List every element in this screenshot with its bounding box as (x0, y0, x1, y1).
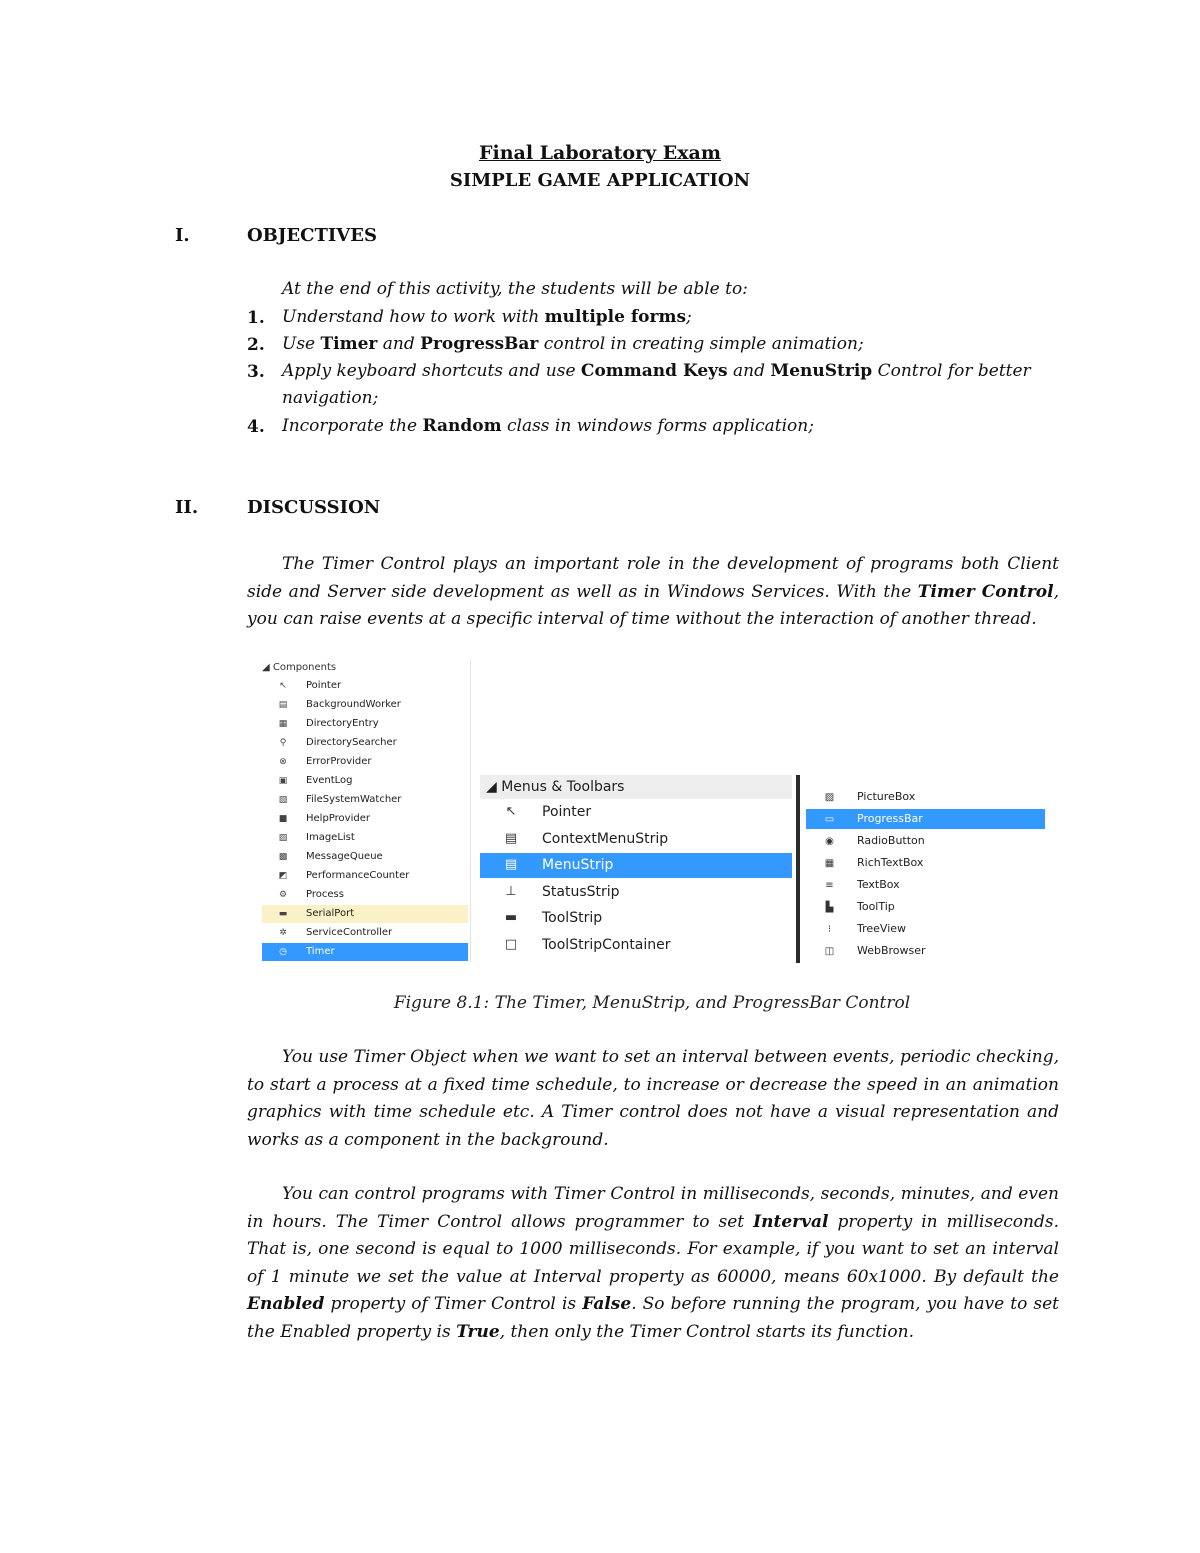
textbox-icon: ≡ (825, 880, 834, 891)
toolbox-item[interactable]: ⁝ TreeView (806, 919, 1045, 939)
image-list-icon: ▨ (278, 833, 288, 843)
tooltip-icon: ▙ (825, 902, 834, 913)
progressbar-icon: ▭ (824, 814, 835, 825)
webbrowser-icon: ◫ (824, 946, 835, 957)
menus-toolbox-panel (480, 775, 800, 963)
document-title: Final Laboratory Exam (479, 142, 721, 164)
objective-number: 2. (247, 335, 265, 355)
toolbox-item[interactable]: ◫ WebBrowser (824, 944, 926, 957)
discussion-paragraph-2: You use Timer Object when we want to set an interval between events, periodic checking, to start a process at a fixed time schedule, to increase or decrease the speed in an animation graphics with time schedule etc. A Timer control does not have a visual representation and works as a component in the background. (247, 1047, 1059, 1150)
toolbox-item[interactable]: ≡ TextBox (825, 878, 900, 891)
message-queue-icon: ▩ (278, 852, 288, 862)
discussion-paragraph-3: You can control programs with Timer Control in milliseconds, seconds, minutes, and even in hours. The Timer Control allows programmer to set Interval property in milliseconds. That is, one second is equal to 1000 milliseconds. For example, if you want to set an interval of 1 minute we set the value at Interval property as 60000, means 60x1000. By default the Enabled property of Timer Control is False. So before running the program, you have to set the Enabled property is True, then only the Timer Control starts its function. (247, 1184, 1060, 1342)
performance-icon: ◩ (278, 871, 288, 881)
toolbox-item[interactable]: ▦ RichTextBox (824, 856, 924, 869)
toolbox-item[interactable]: ▬ ToolStrip (504, 910, 603, 926)
toolbox-item[interactable]: ▧ FileSystemWatcher (278, 794, 402, 805)
toolbox-item[interactable]: ⚙ Process (278, 889, 344, 900)
toolbox-item[interactable]: ▨ PictureBox (824, 790, 916, 803)
pointer-icon: ↖ (505, 804, 517, 819)
toolbox-item[interactable]: ↖ Pointer (279, 680, 342, 691)
search-icon: ⚲ (279, 738, 287, 748)
toolbox-item-hovered[interactable]: ▬ SerialPort (262, 905, 468, 923)
objective-number: 1. (247, 308, 265, 328)
toolbox-item[interactable]: ▦ DirectoryEntry (278, 718, 379, 729)
service-icon: ✲ (279, 928, 287, 938)
error-icon: ⊗ (279, 757, 287, 767)
common-controls-panel (806, 785, 1046, 963)
figure-caption: Figure 8.1: The Timer, MenuStrip, and ProgressBar Control (393, 993, 911, 1013)
treeview-icon: ⁝ (827, 924, 832, 935)
toolbox-item-selected[interactable]: ◷ Timer (262, 943, 468, 961)
section-heading-discussion: DISCUSSION (247, 497, 381, 518)
objective-item: Apply keyboard shortcuts and use Command Keys and MenuStrip Control for better navigation; (282, 361, 1031, 408)
toolbox-item-selected[interactable]: ▭ ProgressBar (806, 809, 1045, 829)
filewatcher-icon: ▧ (278, 795, 288, 805)
objectives-intro: At the end of this activity, the students will be able to: (282, 279, 748, 299)
toolbox-item-selected[interactable]: ▤ MenuStrip (480, 853, 792, 878)
statusstrip-icon: ⊥ (505, 884, 517, 899)
toolbox-item[interactable]: ↖ Pointer (505, 804, 592, 820)
picture-icon: ▨ (824, 792, 835, 803)
menustrip-icon: ▤ (504, 857, 518, 872)
objective-item: Understand how to work with multiple forms; (282, 307, 692, 327)
context-menu-icon: ▤ (504, 831, 518, 846)
objective-number: 4. (247, 417, 265, 437)
objective-item: Incorporate the Random class in windows forms application; (282, 416, 814, 436)
toolbox-item[interactable]: ◩ PerformanceCounter (278, 870, 410, 881)
toolstrip-container-icon: □ (504, 937, 518, 952)
toolbox-item[interactable]: ▣ EventLog (278, 775, 353, 786)
section-number-discussion: II. (175, 497, 199, 518)
toolbox-item[interactable]: ⊥ StatusStrip (505, 884, 620, 900)
menus-group-header[interactable]: ◢ Menus & Toolbars (480, 775, 792, 799)
serial-port-icon: ▬ (278, 909, 288, 919)
radio-icon: ◉ (825, 836, 834, 847)
components-group-header[interactable]: ◢ Components (262, 662, 337, 673)
toolbox-item[interactable]: ◉ RadioButton (825, 834, 925, 847)
toolbox-item[interactable]: □ ToolStripContainer (504, 937, 671, 953)
toolstrip-icon: ▬ (504, 910, 518, 925)
process-icon: ⚙ (278, 890, 288, 900)
toolbox-item[interactable]: ▤ BackgroundWorker (278, 699, 401, 710)
pointer-icon: ↖ (279, 681, 287, 691)
eventlog-icon: ▣ (278, 776, 288, 786)
toolbox-item[interactable]: ▙ ToolTip (825, 900, 895, 913)
help-icon: ■ (278, 814, 288, 824)
toolbox-item[interactable]: ▩ MessageQueue (278, 851, 383, 862)
richtext-icon: ▦ (824, 858, 835, 869)
toolbox-item[interactable]: ▨ ImageList (278, 832, 355, 843)
discussion-paragraph-1: The Timer Control plays an important role in the development of programs both Client side and Server side development as well as in Windows Services. With the Timer Control, you can raise events at a specific interval of time without the interaction of another thread. (247, 554, 1059, 629)
toolbox-item[interactable]: ■ HelpProvider (278, 813, 370, 824)
toolbox-item[interactable]: ⚲ DirectorySearcher (279, 737, 397, 748)
timer-icon: ◷ (279, 947, 287, 957)
toolbox-item[interactable]: ⊗ ErrorProvider (279, 756, 372, 767)
section-number-objectives: I. (175, 225, 190, 246)
worker-icon: ▤ (278, 700, 288, 710)
components-toolbox-panel (262, 660, 471, 962)
objective-number: 3. (247, 362, 265, 382)
document-subtitle: SIMPLE GAME APPLICATION (449, 170, 751, 191)
directory-icon: ▦ (278, 719, 288, 729)
toolbox-item[interactable]: ✲ ServiceController (279, 927, 393, 938)
objective-item: Use Timer and ProgressBar control in creating simple animation; (282, 334, 864, 354)
section-heading-objectives: OBJECTIVES (247, 225, 377, 246)
toolbox-item[interactable]: ▤ ContextMenuStrip (504, 831, 669, 847)
